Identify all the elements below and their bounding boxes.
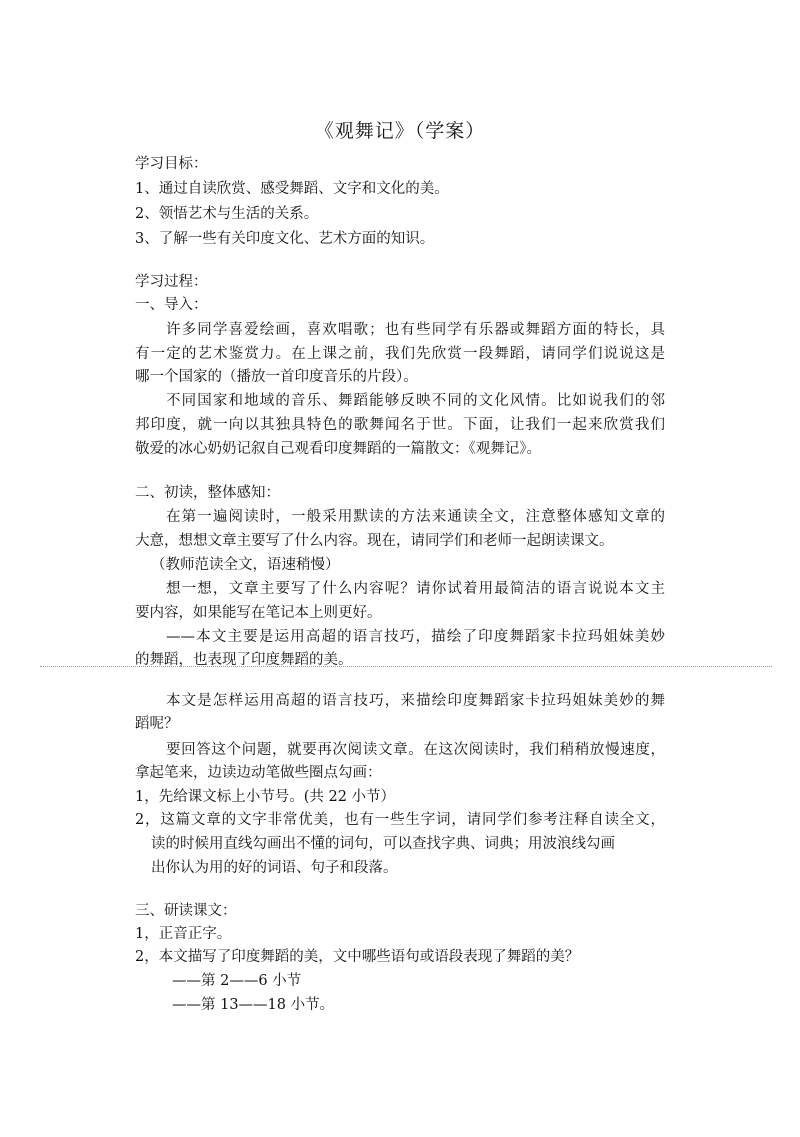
page-break-divider xyxy=(40,666,772,667)
teacher-note: （教师范读全文，语速稍慢） xyxy=(151,557,340,573)
process-heading: 学习过程： xyxy=(135,274,208,290)
paragraph-line: 哪一个国家的（播放一首印度音乐的片段）。 xyxy=(135,369,418,385)
first-read-heading: 二、初读，整体感知： xyxy=(135,485,280,501)
step-item-line: 出你认为用的好的词语、句子和段落。 xyxy=(151,860,398,876)
paragraph-line: 敬爱的冰心奶奶记叙自己观看印度舞蹈的一篇散文：《观舞记》。 xyxy=(135,441,541,457)
paragraph-line: 在第一遍阅读时，一般采用默读的方法来通读全文，注意整体感知文章的 xyxy=(166,509,665,525)
paragraph-line: 的舞蹈，也表现了印度舞蹈的美。 xyxy=(135,652,353,668)
objective-item: 2、领悟艺术与生活的关系。 xyxy=(135,206,319,222)
intro-heading: 一、导入： xyxy=(135,297,208,313)
objective-item: 3、了解一些有关印度文化、艺术方面的知识。 xyxy=(135,231,435,247)
step-item-line: 读的时候用直线勾画出不懂的词句，可以查找字典、词典；用波浪线勾画 xyxy=(151,836,615,852)
paragraph-line: 大意，想想文章主要写了什么内容。现在，请同学们和老师一起朗读课文。 xyxy=(135,533,614,549)
step-item: 1，先给课文标上小节号。(共 22 小节） xyxy=(135,789,396,805)
page-title: 《观舞记》（学案） xyxy=(314,120,486,142)
paragraph-line: ——本文主要是运用高超的语言技巧，描绘了印度舞蹈家卡拉玛姐妹美妙 xyxy=(166,629,665,645)
objective-item: 1、通过自读欣赏、感受舞蹈、文字和文化的美。 xyxy=(135,181,449,197)
paragraph-line: 拿起笔来，边读边动笔做些圈点勾画： xyxy=(135,765,382,781)
paragraph-line: 要回答这个问题，就要再次阅读文章。在这次阅读时，我们稍稍放慢速度， xyxy=(166,742,665,758)
paragraph-line: 蹈呢？ xyxy=(135,716,179,732)
study-answer: ——第 2——6 小节 xyxy=(172,973,302,989)
objectives-heading: 学习目标： xyxy=(135,156,208,172)
paragraph-line: 许多同学喜爱绘画，喜欢唱歌；也有些同学有乐器或舞蹈方面的特长，具 xyxy=(166,322,665,338)
paragraph-line: 邦印度，就一向以其独具特色的歌舞闻名于世。下面，让我们一起来欣赏我们 xyxy=(135,417,665,433)
paragraph-line: 本文是怎样运用高超的语言技巧，来描绘印度舞蹈家卡拉玛姐妹美妙的舞 xyxy=(166,693,665,709)
paragraph-line: 要内容，如果能写在笔记本上则更好。 xyxy=(135,605,382,621)
step-item: 2，这篇文章的文字非常优美，也有一些生字词，请同学们参考注释自读全文， xyxy=(135,812,665,828)
study-item: 1，正音正字。 xyxy=(135,926,232,942)
paragraph-line: 想一想，文章主要写了什么内容呢？请你试着用最简洁的语言说说本文主 xyxy=(166,581,665,597)
study-item: 2，本文描写了印度舞蹈的美，文中哪些语句或语段表现了舞蹈的美？ xyxy=(135,949,580,965)
study-heading: 三、研读课文： xyxy=(135,903,237,919)
study-answer: ——第 13——18 小节。 xyxy=(172,997,335,1013)
paragraph-line: 不同国家和地域的音乐、舞蹈能够反映不同的文化风情。比如说我们的邻 xyxy=(166,393,665,409)
paragraph-line: 有一定的艺术鉴赏力。在上课之前，我们先欣赏一段舞蹈，请同学们说说这是 xyxy=(135,346,665,362)
